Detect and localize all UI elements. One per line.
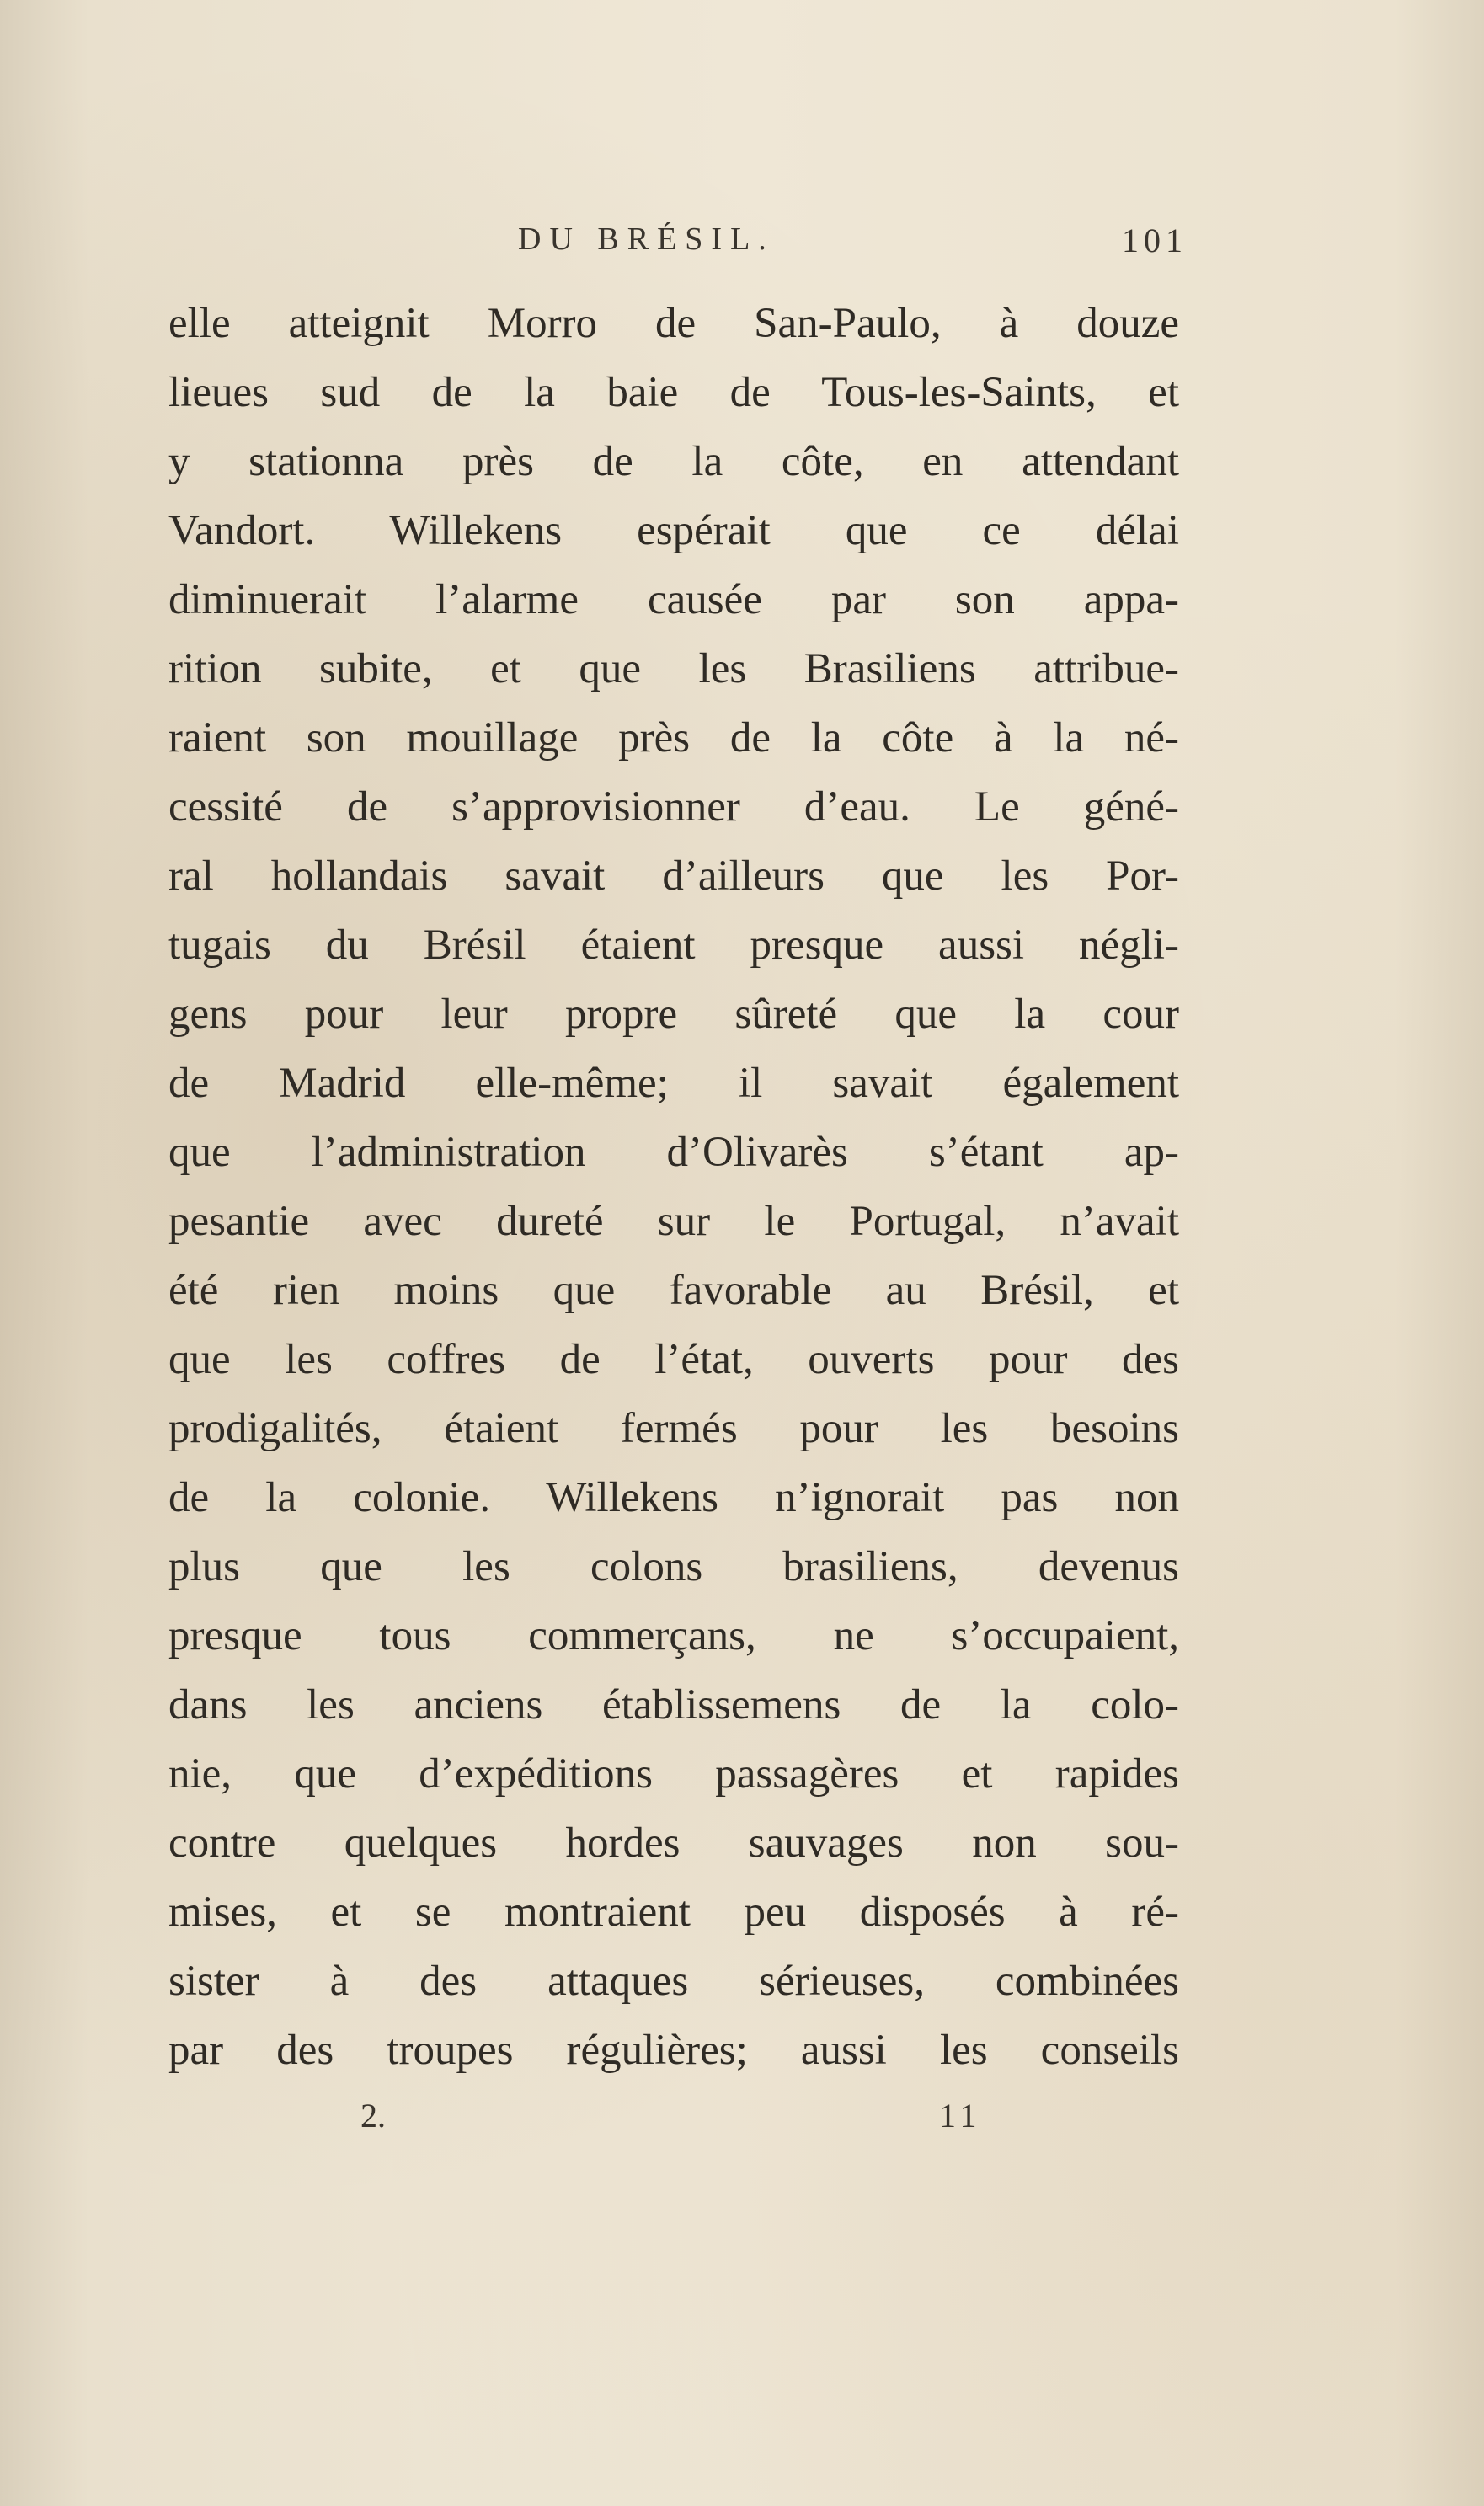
text-line: de Madrid elle-même; il savait également	[168, 1060, 1179, 1107]
running-title: DU BRÉSIL.	[518, 222, 775, 257]
page-footer	[168, 2096, 1179, 2138]
body-text	[168, 289, 1179, 2085]
text-line: par des troupes régulières; aussi les conseils	[168, 2027, 1179, 2074]
text-line: prodigalités, étaient fermés pour les besoins	[168, 1405, 1179, 1452]
sheet-signature: 11	[939, 2097, 982, 2135]
text-line: pesantie avec dureté sur le Portugal, n’avait	[168, 1198, 1179, 1245]
text-line: sister à des attaques sérieuses, combinées	[168, 1958, 1179, 2005]
page-number: 101	[1122, 222, 1188, 259]
text-line: mises, et se montraient peu disposés à ré-	[168, 1889, 1179, 1936]
text-line: lieues sud de la baie de Tous-les-Saints, et	[168, 369, 1179, 416]
text-line: rition subite, et que les Brasiliens attribue-	[168, 645, 1179, 692]
text-line: que les coffres de l’état, ouverts pour des	[168, 1336, 1179, 1383]
text-line: ral hollandais savait d’ailleurs que les Por-	[168, 852, 1179, 900]
text-line: raient son mouillage près de la côte à la né-	[168, 714, 1179, 761]
text-line: cessité de s’approvisionner d’eau. Le géné-	[168, 783, 1179, 831]
text-line: été rien moins que favorable au Brésil, et	[168, 1267, 1179, 1314]
text-line: diminuerait l’alarme causée par son appa-	[168, 576, 1179, 623]
text-line: Vandort. Willekens espérait que ce délai	[168, 507, 1179, 554]
text-line: nie, que d’expéditions passagères et rapides	[168, 1750, 1179, 1798]
text-line: y stationna près de la côte, en attendant	[168, 438, 1179, 485]
text-line: gens pour leur propre sûreté que la cour	[168, 991, 1179, 1038]
running-head	[168, 221, 1188, 263]
text-line: contre quelques hordes sauvages non sou-	[168, 1819, 1179, 1867]
text-line: elle atteignit Morro de San-Paulo, à douze	[168, 300, 1179, 347]
text-line: tugais du Brésil étaient presque aussi négli-	[168, 922, 1179, 969]
text-line: plus que les colons brasiliens, devenus	[168, 1543, 1179, 1590]
text-line: de la colonie. Willekens n’ignorait pas non	[168, 1474, 1179, 1521]
text-line: que l’administration d’Olivarès s’étant ap-	[168, 1129, 1179, 1176]
volume-signature: 2.	[360, 2097, 386, 2135]
text-line: dans les anciens établissemens de la colo-	[168, 1681, 1179, 1729]
text-line: presque tous commerçans, ne s’occupaient,	[168, 1612, 1179, 1659]
